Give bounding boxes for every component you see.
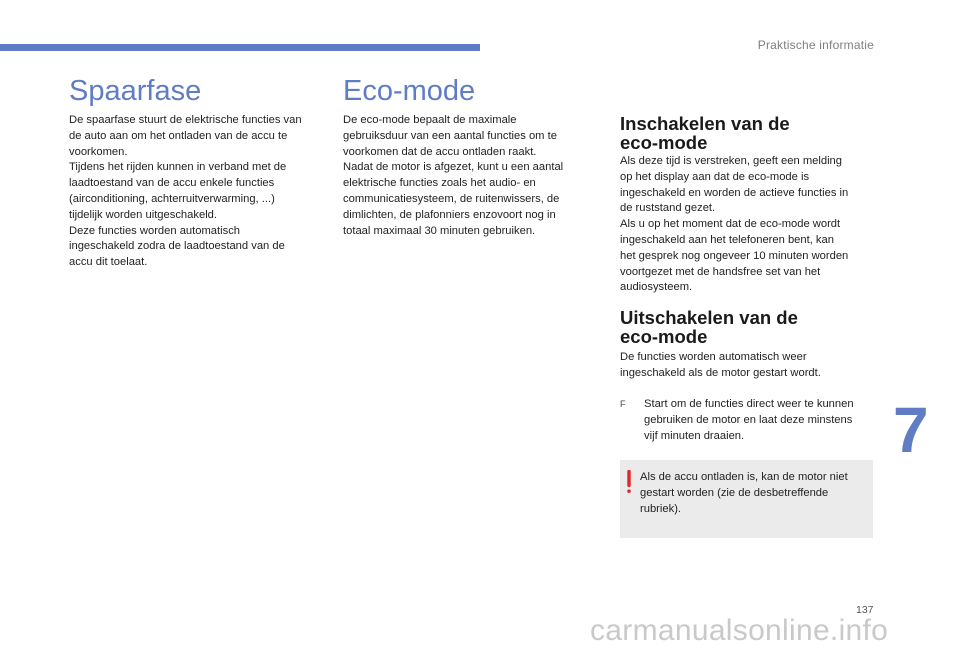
heading-line: Inschakelen van de: [620, 113, 790, 134]
text-line: totaal maximaal 30 minuten gebruiken.: [343, 224, 536, 237]
text-line: De spaarfase stuurt de elektrische functies van: [69, 114, 302, 126]
text-line: Als deze tijd is verstreken, geeft een melding: [620, 155, 843, 167]
text-line: ingeschakeld en worden de actieve functies in: [620, 186, 849, 199]
heading-line: eco-mode: [620, 326, 708, 347]
heading-line: eco-mode: [620, 132, 708, 153]
text-line: De eco-mode bepaalt de maximale: [343, 114, 517, 126]
text-line: gebruiken de motor en laat deze minstens: [644, 413, 853, 426]
text-line: Als u op het moment dat de eco-mode wordt: [620, 218, 841, 231]
text-line: De functies worden automatisch weer: [620, 351, 807, 363]
uitschakelen-heading: [620, 308, 798, 346]
text-line: vijf minuten draaien.: [644, 429, 745, 442]
text-line: accu dit toelaat.: [69, 256, 148, 269]
warning-box: [620, 460, 873, 538]
chapter-number: 7: [893, 394, 929, 466]
section-title: Praktische informatie: [757, 38, 874, 52]
text-line: gebruiksduur van een aantal functies om te: [343, 129, 557, 142]
uitschakelen-text: [620, 350, 821, 382]
exclamation-icon: [627, 470, 631, 494]
bullet-item: [620, 397, 874, 444]
spaarfase-text: [69, 113, 302, 271]
warning-text: [640, 470, 868, 517]
text-line: voorkomen dat de accu ontladen raakt.: [343, 145, 537, 158]
text-line: het gesprek nog ongeveer 10 minuten worden: [620, 249, 849, 262]
text-line: (airconditioning, achterruitverwarming, ...): [69, 192, 275, 205]
text-line: gestart worden (zie de desbetreffende: [640, 486, 829, 499]
page-number: 137: [856, 604, 874, 616]
text-line: communicatiesysteem, de ruitenwissers, de: [343, 192, 560, 205]
text-line: ingeschakeld aan het telefoneren bent, kan: [620, 233, 834, 246]
heading-line: Uitschakelen van de: [620, 307, 798, 328]
text-line: dimlichten, de plafonniers enzovoort nog in: [343, 208, 556, 221]
text-line: Tijdens het rijden kunnen in verband met de: [69, 161, 287, 174]
text-line: de auto aan om het ontladen van de accu te: [69, 129, 288, 142]
text-line: Nadat de motor is afgezet, kunt u een aantal: [343, 161, 564, 174]
text-line: laadtoestand van de accu enkele functies: [69, 177, 275, 190]
watermark: carmanualsonline.info: [590, 614, 889, 647]
inschakelen-heading: [620, 114, 790, 152]
text-line: Deze functies worden automatisch: [69, 224, 241, 237]
header-accent-bar: [0, 44, 480, 51]
text-line: audiosysteem.: [620, 281, 693, 294]
text-line: Als de accu ontladen is, kan de motor niet: [640, 471, 848, 483]
ecomode-text: [343, 113, 563, 239]
text-line: voorkomen.: [69, 145, 128, 158]
bullet-marker-icon: F: [620, 399, 626, 409]
text-line: rubriek).: [640, 502, 682, 515]
text-line: tijdelijk worden uitgeschakeld.: [69, 208, 218, 221]
bullet-text: [644, 397, 854, 444]
text-line: de ruststand gezet.: [620, 202, 716, 215]
text-line: ingeschakeld zodra de laadtoestand van de: [69, 240, 285, 253]
text-line: elektrische functies zoals het audio- en: [343, 177, 536, 190]
spaarfase-heading: Spaarfase: [69, 75, 202, 107]
text-line: ingeschakeld als de motor gestart wordt.: [620, 366, 821, 379]
text-line: Start om de functies direct weer te kunnen: [644, 398, 854, 410]
inschakelen-text: [620, 154, 848, 296]
text-line: op het display aan dat de eco-mode is: [620, 170, 810, 183]
text-line: voortgezet met de handsfree set van het: [620, 265, 821, 278]
ecomode-heading: Eco-mode: [343, 75, 476, 107]
